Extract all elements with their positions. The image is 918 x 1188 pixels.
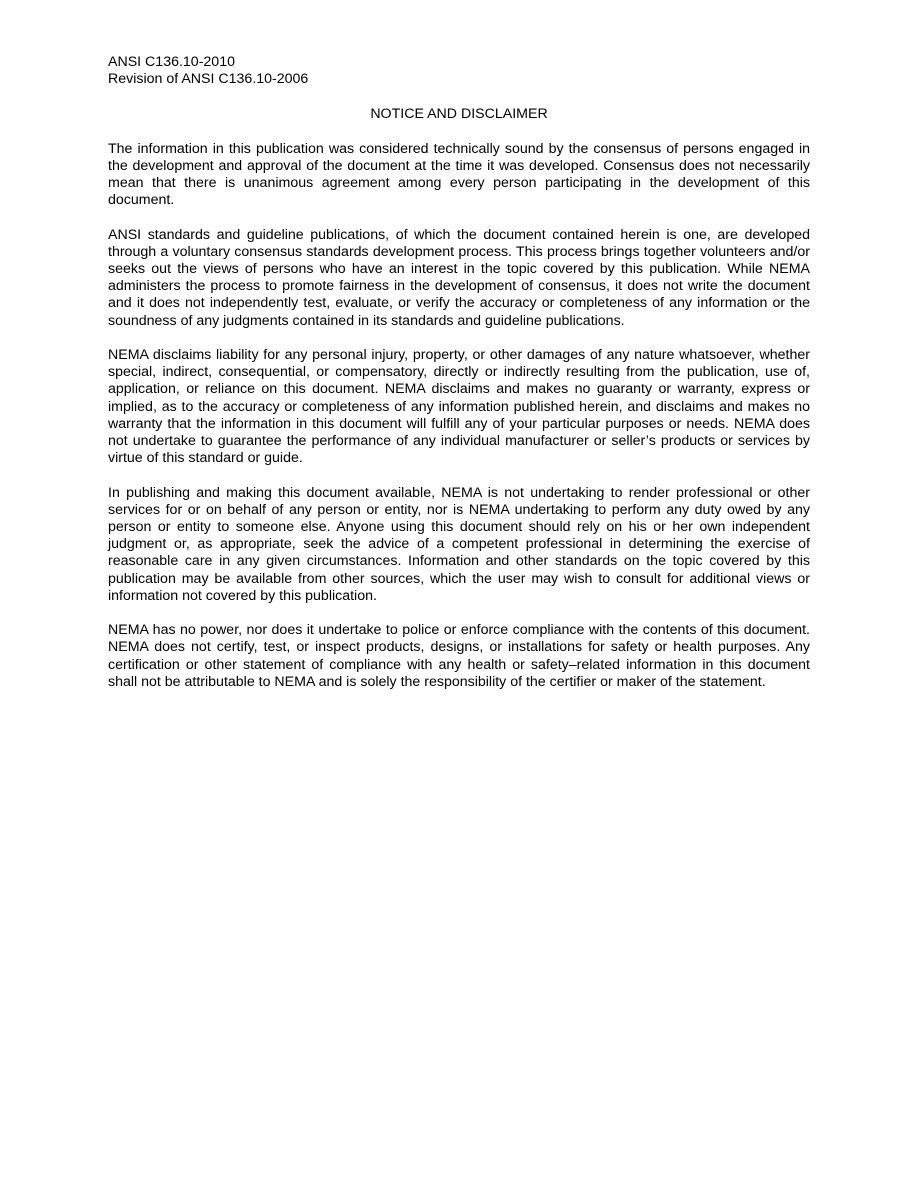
revision-note: Revision of ANSI C136.10-2006 (108, 71, 309, 88)
notice-paragraph: ANSI standards and guideline publications, of which the document contained herein is one, are developed through a voluntary consensus standards development process. This process brings together volunteers and/or seeks out the views of persons who have an interest in the topic covered by this publication. While NEMA administers the process to promote fairness in the development of consensus, it does not write the document and it does not independently test, evaluate, or verify the accuracy or completeness of any information or the soundness of any judgments contained in its standards and guideline publications. (108, 226, 810, 329)
standard-id: ANSI C136.10-2010 (108, 54, 235, 70)
notice-title: NOTICE AND DISCLAIMER (370, 106, 548, 123)
notice-paragraph: In publishing and making this document available, NEMA is not undertaking to render professional or other services for or on behalf of any person or entity, nor is NEMA undertaking to perform any duty owed by any person or entity to someone else. Anyone using this document should rely on his or her own independent judgment or, as appropriate, seek the advice of a competent professional in determining the exercise of reasonable care in any given circumstances. Information and other standards on the topic covered by this publication may be available from other sources, which the user may wish to consult for additional views or information not covered by this publication. (108, 484, 810, 604)
notice-paragraph: NEMA disclaims liability for any personal injury, property, or other damages of any nature whatsoever, whether special, indirect, consequential, or compensatory, directly or indirectly resulting from the publication, use of, application, or reliance on this document. NEMA disclaims and makes no guaranty or warranty, express or implied, as to the accuracy or completeness of any information published herein, and disclaims and makes no warranty that the information in this document will fulfill any of your particular purposes or needs. NEMA does not undertake to guarantee the performance of any individual manufacturer or seller’s products or services by virtue of this standard or guide. (108, 347, 810, 467)
notice-paragraph: NEMA has no power, nor does it undertake to police or enforce compliance with the contents of this document. NEMA does not certify, test, or inspect products, designs, or installations for safety or health purposes. Any certification or other statement of compliance with any health or safety–related information in this document shall not be attributable to NEMA and is solely the responsibility of the certifier or maker of the statement. (108, 622, 810, 690)
document-page (108, 54, 810, 708)
notice-paragraph: The information in this publication was considered technically sound by the consensus of persons engaged in the development and approval of the document at the time it was developed. Consensus does not necessarily mean that there is unanimous agreement among every person participating in the development of this document. (108, 140, 810, 209)
